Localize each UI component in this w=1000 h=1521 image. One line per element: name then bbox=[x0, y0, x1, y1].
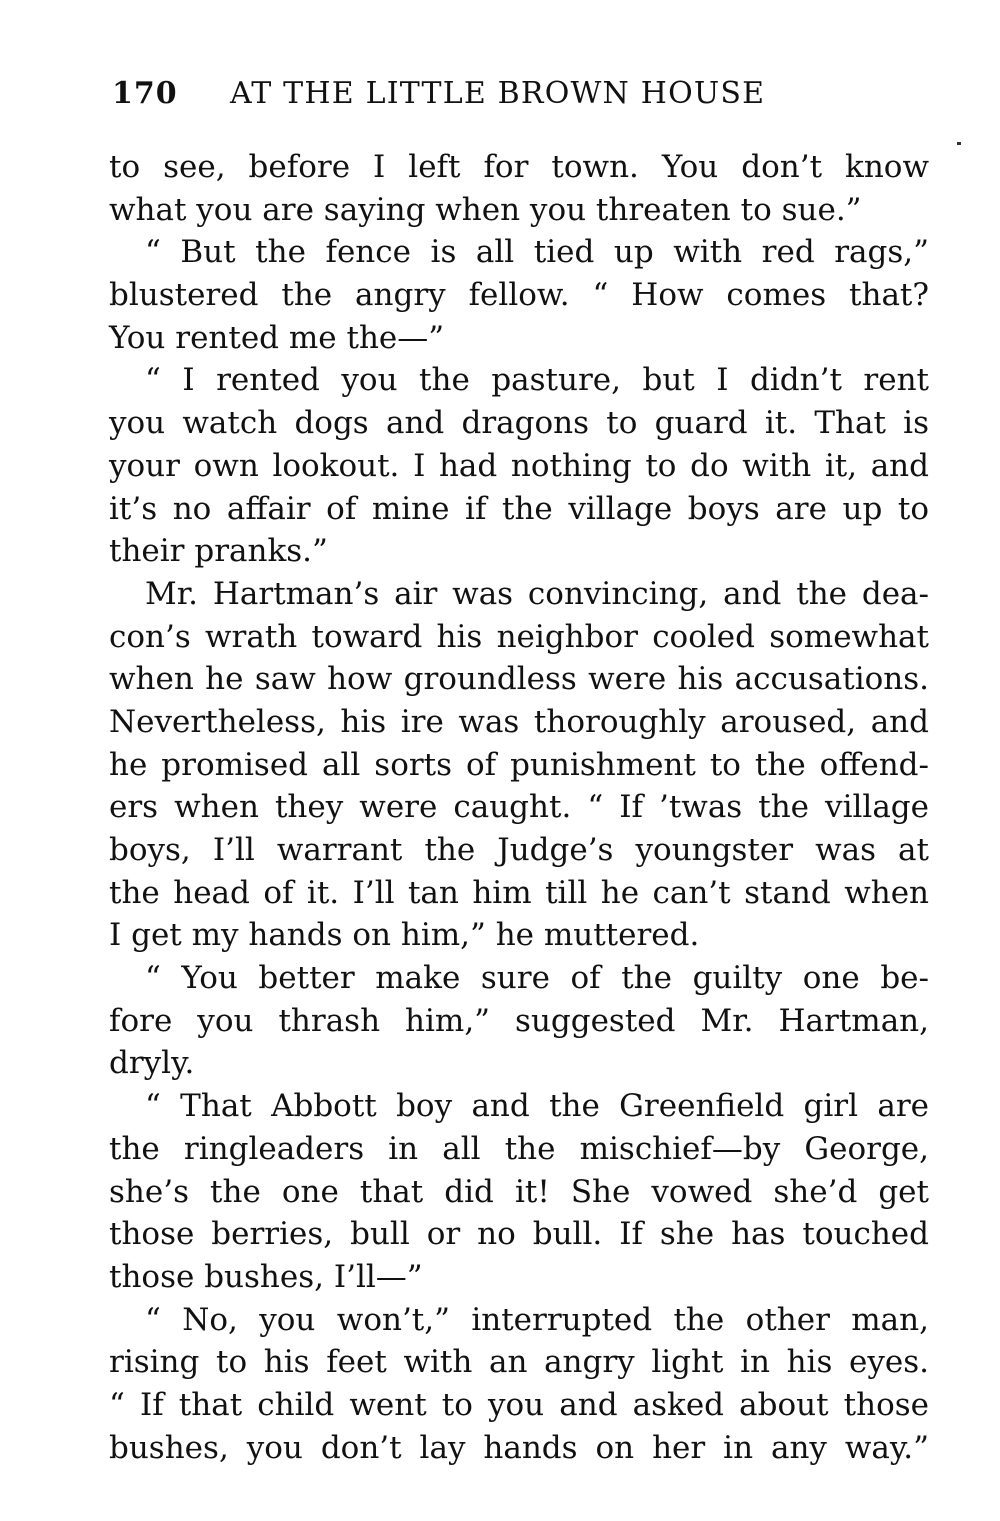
text-line: your own lookout. I had nothing to do with it, and bbox=[109, 447, 929, 484]
text-line: he promised all sorts of punishment to the offend- bbox=[109, 746, 929, 783]
text-line: the head of it. I’ll tan him till he can’t stand when bbox=[109, 874, 929, 911]
body-text bbox=[109, 146, 929, 1469]
text-line: it’s no affair of mine if the village boys are up to bbox=[109, 490, 929, 527]
text-line: blustered the angry fellow. “ How comes that? bbox=[109, 277, 929, 314]
text-line: those bushes, I’ll—” bbox=[109, 1258, 423, 1295]
ink-speck bbox=[957, 142, 961, 145]
text-line: fore you thrash him,” suggested Mr. Hartman, bbox=[109, 1002, 929, 1039]
running-head bbox=[112, 72, 932, 116]
text-line: “ No, you won’t,” interrupted the other man, bbox=[145, 1301, 929, 1338]
text-line: those berries, bull or no bull. If she has touched bbox=[109, 1216, 929, 1253]
text-line: Mr. Hartman’s air was convincing, and the dea- bbox=[145, 575, 929, 612]
text-line: con’s wrath toward his neighbor cooled somewhat bbox=[109, 618, 929, 655]
text-line: I get my hands on him,” he muttered. bbox=[109, 917, 700, 954]
text-line: when he saw how groundless were his accusations. bbox=[109, 661, 929, 698]
text-line: Nevertheless, his ire was thoroughly aroused, and bbox=[109, 703, 929, 740]
text-line: their pranks.” bbox=[109, 533, 328, 570]
text-line: rising to his feet with an angry light in his eyes. bbox=[109, 1344, 929, 1381]
text-line: boys, I’ll warrant the Judge’s youngster was at bbox=[109, 832, 929, 868]
text-line: you watch dogs and dragons to guard it. That is bbox=[109, 405, 929, 442]
text-line: You rented me the—” bbox=[109, 319, 445, 356]
text-line: “ That Abbott boy and the Greenfield girl are bbox=[145, 1088, 929, 1125]
text-line: to see, before I left for town. You don’t know bbox=[109, 149, 929, 185]
text-line: “ If that child went to you and asked about those bbox=[109, 1386, 929, 1423]
text-line: ers when they were caught. “ If ’twas the village bbox=[109, 789, 929, 826]
text-line: she’s the one that did it! She vowed she’d get bbox=[109, 1173, 929, 1210]
text-line: “ But the fence is all tied up with red rags,” bbox=[145, 234, 929, 271]
text-line: dryly. bbox=[109, 1045, 195, 1082]
text-line: “ I rented you the pasture, but I didn’t rent bbox=[145, 362, 929, 399]
page-number: 170 bbox=[112, 76, 178, 111]
text-line: “ You better make sure of the guilty one be- bbox=[145, 960, 929, 997]
text-line: what you are saying when you threaten to sue.” bbox=[109, 191, 862, 228]
running-title: AT THE LITTLE BROWN HOUSE bbox=[230, 76, 766, 111]
text-line: bushes, you don’t lay hands on her in any way.” bbox=[109, 1429, 929, 1466]
text-line: the ringleaders in all the mischief—by George, bbox=[109, 1130, 929, 1167]
